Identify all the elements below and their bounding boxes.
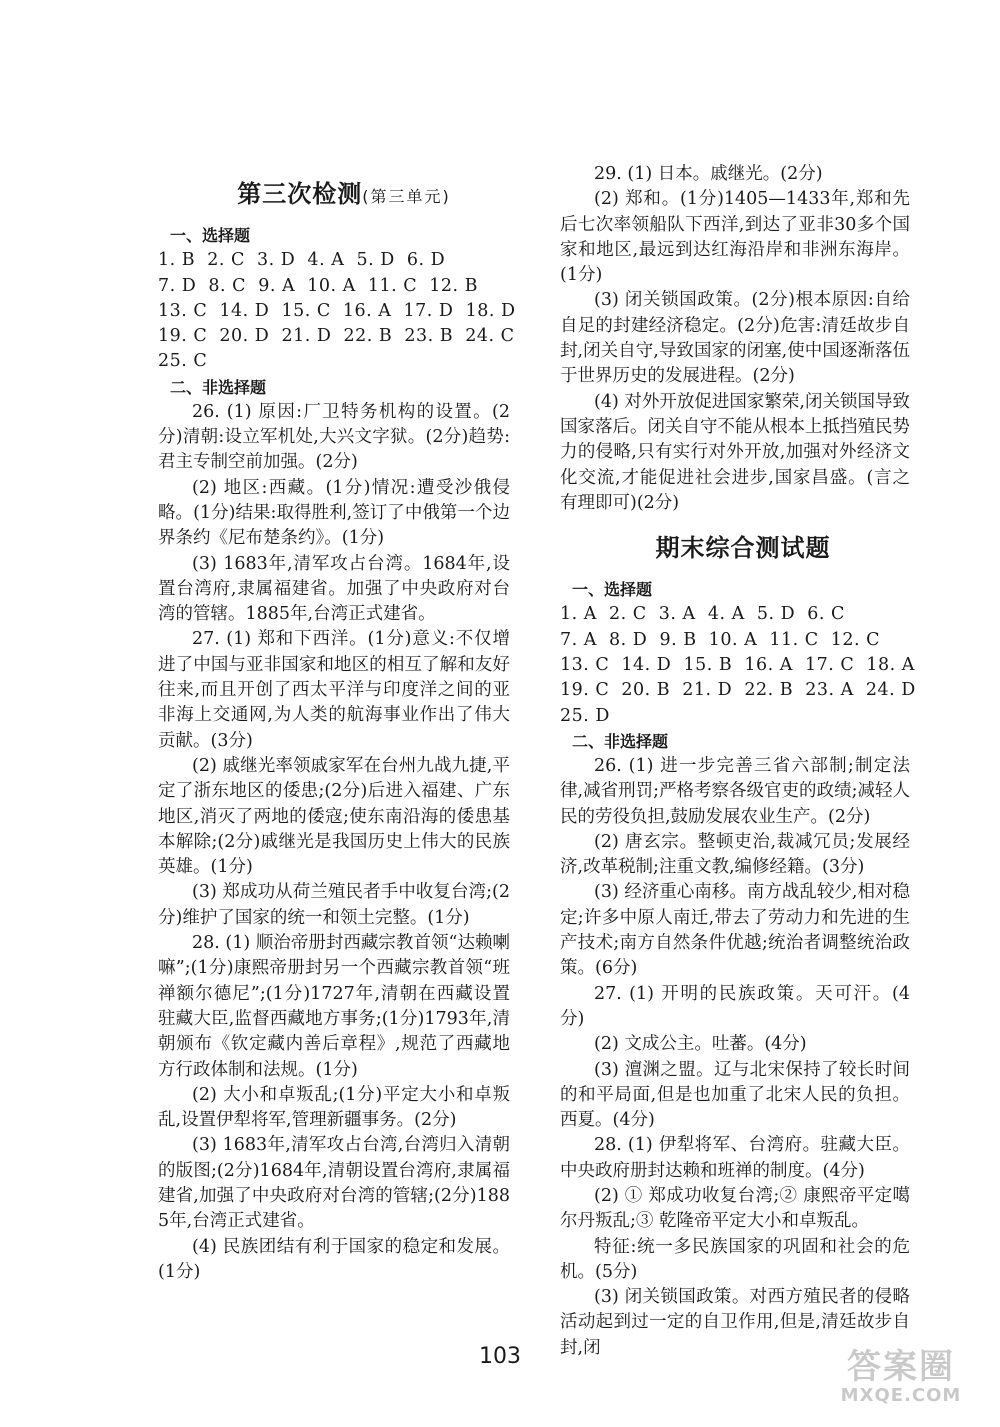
answer-paragraph: (3) 1683年,清军攻占台湾,台湾归入清朝的版图;(2分)1684年,清朝设置台湾府,隶属福建省,加强了中央政府对台湾的管辖;(2分)1885年,台湾正式建省。 [158, 1135, 510, 1232]
right-column [560, 162, 916, 1361]
answer-paragraph: (2) 郑和。(1分)1405—1433年,郑和先后七次率领船队下西洋,到达了亚非30多个国家和地区,最远到达红海沿岸和非洲东海岸。(1分) [560, 189, 910, 286]
choice-heading: 一、选择题 [572, 580, 653, 600]
choice-answer-line: 19. C 20. D 21. D 22. B 23. B 24. C [158, 326, 515, 347]
answer-paragraph: (2) 文成公主。吐蕃。(4分) [594, 1034, 807, 1055]
answer-paragraph: (2) 地区:西藏。(1分)情况:遭受沙俄侵略。(1分)结果:取得胜利,签订了中俄第一个边界条约《尼布楚条约》。(1分) [158, 477, 510, 549]
answer-paragraph: (2) ① 郑成功收复台湾;② 康熙帝平定噶尔丹叛乱;③ 乾隆帝平定大小和卓叛乱。 [560, 1185, 910, 1232]
choice-heading: 一、选择题 [170, 226, 251, 246]
answer-paragraph: (3) 经济重心南移。南方战乱较少,相对稳定;许多中原人南迁,带去了劳动力和先进的生产技术;南方自然条件优越;统治者调整统治政策。(6分) [560, 882, 910, 979]
answer-paragraph: (3) 郑成功从荷兰殖民者手中收复台湾;(2分)维护了国家的统一和领土完整。(1分) [158, 882, 510, 928]
answer-paragraph: (2) 唐玄宗。整顿吏治,裁减冗员;发展经济,改革税制;注重文教,编修经籍。(3分) [560, 831, 910, 878]
answer-paragraph: (3) 澶渊之盟。辽与北宋保持了较长时间的和平局面,但是也加重了北宋人民的负担。西夏。(4分) [560, 1059, 910, 1131]
answer-paragraph: (3) 闭关锁国政策。(2分)根本原因:自给自足的封建经济稳定。(2分)危害:清廷故步自封,闭关自守,导致国家的闭塞,使中国逐渐落伍于世界历史的发展进程。(2分) [560, 290, 910, 387]
page-number: 103 [479, 1344, 521, 1369]
answer-paragraph: 特征:统一多民族国家的巩固和社会的危机。(5分) [560, 1236, 910, 1282]
watermark-logo-text: 答案圈 [847, 1347, 955, 1387]
answer-paragraph: 27. (1) 开明的民族政策。天可汗。(4分) [560, 983, 910, 1029]
section-title-final-test: 期末综合测试题 [655, 534, 831, 563]
section-title-main: 第三次检测 [237, 180, 363, 208]
section-title-subtitle: (第三单元) [362, 187, 451, 206]
answer-paragraph: 28. (1) 伊犁将军、台湾府。驻藏大臣。中央政府册封达赖和班禅的制度。(4分) [560, 1135, 910, 1181]
answer-paragraph: 26. (1) 原因:厂卫特务机构的设置。(2分)清朝:设立军机处,大兴文字狱。(2分)趋势:君主专制空前加强。(2分) [158, 401, 510, 473]
choice-answer-line: 25. D [560, 705, 610, 726]
answer-paragraph: 29. (1) 日本。戚继光。(2分) [594, 164, 823, 184]
answer-paragraph: (2) 大小和卓叛乱;(1分)平定大小和卓叛乱,设置伊犁将军,管理新疆事务。(2分) [158, 1084, 510, 1131]
choice-answer-line: 13. C 14. D 15. B 16. A 17. C 18. A [560, 655, 915, 676]
answer-paragraph: 26. (1) 进一步完善三省六部制;制定法律,减省刑罚;严格考察各级官吏的政绩;减轻人民的劳役负担,鼓励发展农业生产。(2分) [560, 755, 910, 827]
watermark-url: MXQE.COM [840, 1385, 962, 1406]
left-column [158, 162, 516, 1285]
choice-answer-line: 1. A 2. C 3. A 4. A 5. D 6. C [560, 604, 845, 625]
watermark-logo [826, 1349, 976, 1409]
choice-answer-line: 19. C 20. B 21. D 22. B 23. A 24. D [560, 680, 916, 701]
nonchoice-heading: 二、非选择题 [170, 377, 267, 397]
answer-paragraph: 28. (1) 顺治帝册封西藏宗教首领“达赖喇嘛”;(1分)康熙帝册封另一个西藏宗教首领“班禅额尔德尼”;(1分)1727年,清朝在西藏设置驻藏大臣,监督西藏地方事务;(1分)1793年,清朝颁布《钦定藏内善后章程》,规范了西藏地方行政体制和法规。(1分) [158, 933, 510, 1080]
answer-paragraph: (4) 民族团结有利于国家的稳定和发展。(1分) [158, 1236, 510, 1282]
nonchoice-heading: 二、非选择题 [572, 731, 669, 751]
answer-paragraph: (4) 对外开放促进国家繁荣,闭关锁国导致国家落后。闭关自守不能从根本上抵挡殖民势力的侵略,只有实行对外开放,加强对外经济文化交流,才能促进社会进步,国家昌盛。(言之有理即可)(2分) [560, 391, 910, 513]
choice-answer-line: 7. A 8. D 9. B 10. A 11. C 12. C [560, 629, 881, 650]
answer-paragraph: 27. (1) 郑和下西洋。(1分)意义:不仅增进了中国与亚非国家和地区的相互了解和友好往来,而且开创了西太平洋与印度洋之间的亚非海上交通网,为人类的航海事业作出了伟大贡献。(3分) [158, 629, 510, 751]
answer-paragraph: (2) 戚继光率领戚家军在台州九战九捷,平定了浙东地区的倭患;(2分)后进入福建、广东地区,消灭了两地的倭寇;使东南沿海的倭患基本解除;(2分)戚继光是我国历史上伟大的民族英雄。(1分) [158, 755, 510, 878]
choice-answer-line: 1. B 2. C 3. D 4. A 5. D 6. D [158, 250, 446, 271]
choice-answer-line: 7. D 8. C 9. A 10. A 11. C 12. B [158, 275, 479, 296]
answer-paragraph: (3) 1683年,清军攻占台湾。1684年,设置台湾府,隶属福建省。加强了中央政府对台湾的管辖。1885年,台湾正式建省。 [158, 553, 510, 625]
choice-answer-line: 13. C 14. D 15. C 16. A 17. D 18. D [158, 300, 516, 321]
choice-answer-line: 25. C [158, 351, 208, 372]
section-title-third-test [158, 182, 510, 209]
answer-paragraph: (3) 闭关锁国政策。对西方殖民者的侵略活动起到过一定的自卫作用,但是,清廷故步自封,闭 [560, 1287, 910, 1358]
